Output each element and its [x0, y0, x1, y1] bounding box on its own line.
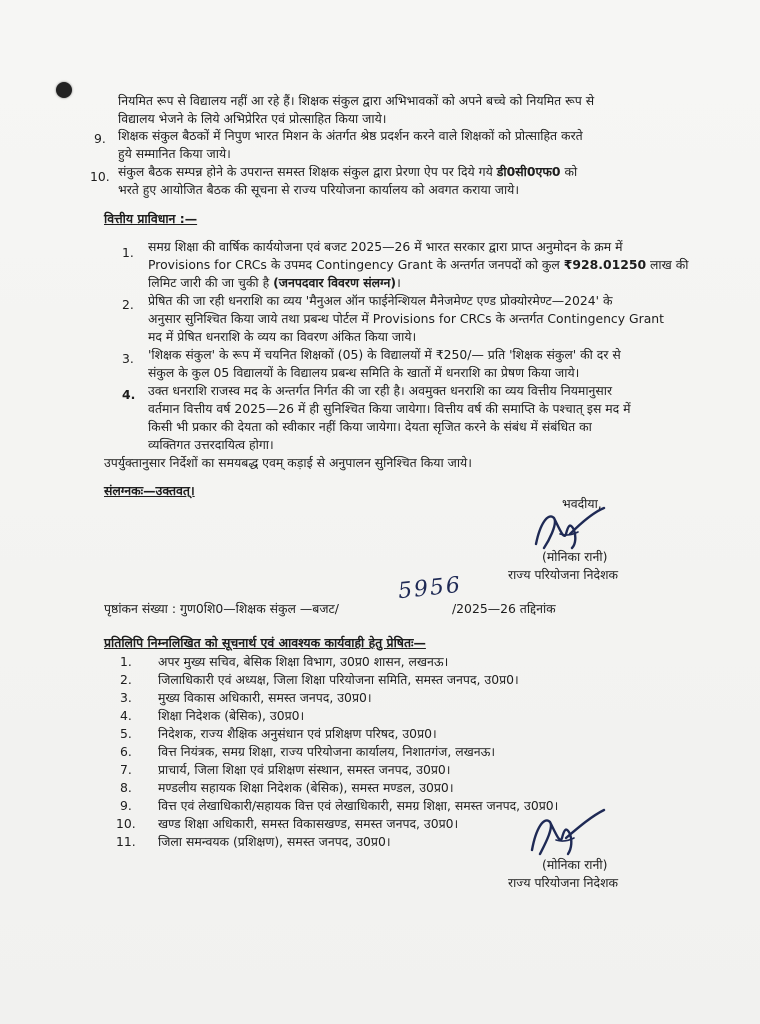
fin-3-line-1: 'शिक्षक संकुल' के रूप में चयनित शिक्षकों (05) के विद्यालयों में ₹250/— प्रति 'शिक्षक संकुल' की दर से: [148, 347, 621, 362]
signature-image: [524, 806, 608, 860]
handwritten-endorsement-number: 5956: [396, 572, 464, 605]
fin-1-unit: लाख की: [646, 257, 689, 272]
list-item: अपर मुख्य सचिव, बेसिक शिक्षा विभाग, उ0प्र0 शासन, लखनऊ।: [158, 654, 449, 669]
list-item: शिक्षा निदेशक (बेसिक), उ0प्र0।: [158, 708, 305, 723]
endorsement-number-prefix: पृष्ठांकन संख्या : गुण0शि0—शिक्षक संकुल —बजट/: [104, 601, 339, 616]
list-item: जिला समन्वयक (प्रशिक्षण), समस्त जनपद, उ0प्र0।: [158, 834, 391, 849]
list-item-number: 2.: [120, 672, 132, 687]
list-item: जिलाधिकारी एवं अध्यक्ष, जिला शिक्षा परियोजना समिति, समस्त जनपद, उ0प्र0।: [158, 672, 519, 687]
point-9-line-2: हुये सम्मानित किया जाये।: [118, 146, 231, 161]
signatory-designation: राज्य परियोजना निदेशक: [508, 567, 619, 582]
item-number: 4.: [122, 387, 136, 402]
total-amount: ₹928.01250: [563, 257, 647, 272]
list-item-number: 5.: [120, 726, 132, 741]
list-item: वित्त एवं लेखाधिकारी/सहायक वित्त एवं लेखाधिकारी, समग्र शिक्षा, समस्त जनपद, उ0प्र0।: [158, 798, 559, 813]
item-number: 1.: [122, 245, 134, 260]
list-item: मण्डलीय सहायक शिक्षा निदेशक (बेसिक), समस्त मण्डल, उ0प्र0।: [158, 780, 454, 795]
point-10-text: संकुल बैठक सम्पन्न होने के उपरान्त समस्त शिक्षक संकुल द्वारा प्रेरणा ऐप पर दिये गये: [118, 164, 497, 179]
copy-heading: प्रतिलिपि निम्नलिखित को सूचनार्थ एवं आवश्यक कार्यवाही हेतु प्रेषितः—: [104, 635, 426, 650]
item-number: 2.: [122, 297, 134, 312]
list-item: प्राचार्य, जिला शिक्षा एवं प्रशिक्षण संस्थान, समस्त जनपद, उ0प्र0।: [158, 762, 451, 777]
fin-1-line-2: [148, 256, 688, 274]
list-item-number: 4.: [120, 708, 132, 723]
item-number: 3.: [122, 351, 134, 366]
point-number: 9.: [94, 131, 106, 146]
fin-4-line-2: वर्तमान वित्तीय वर्ष 2025—26 में ही सुनिश्चित किया जायेगा। वित्तीय वर्ष की समाप्ति के पश्चात् इस मद में: [148, 401, 631, 416]
enclosure-label: संलग्नकः—उक्तवत्।: [104, 483, 195, 498]
list-item-number: 10.: [116, 816, 136, 831]
fin-1-line-3: [148, 274, 401, 292]
list-item: निदेशक, राज्य शैक्षिक अनुसंधान एवं प्रशिक्षण परिषद, उ0प्र0।: [158, 726, 437, 741]
fin-1-end: ।: [396, 275, 401, 290]
signatory-designation: राज्य परियोजना निदेशक: [508, 875, 619, 890]
fin-1-line-1: समग्र शिक्षा की वार्षिक कार्ययोजना एवं बजट 2025—26 में भारत सरकार द्वारा प्राप्त अनुमोदन के क्रम में: [148, 239, 623, 254]
closing-salutation: भवदीया,: [562, 496, 602, 511]
list-item: खण्ड शिक्षा अधिकारी, समस्त विकासखण्ड, समस्त जनपद, उ0प्र0।: [158, 816, 459, 831]
list-item-number: 6.: [120, 744, 132, 759]
point-10-line-2: भरते हुए आयोजित बैठक की सूचना से राज्य परियोजना कार्यालय को अवगत कराया जाये।: [118, 182, 520, 197]
dcf-label: डी0सी0एफ0: [496, 164, 561, 179]
fin-4-line-4: व्यक्तिगत उत्तरदायित्व होगा।: [148, 437, 274, 452]
point-9-line-1: शिक्षक संकुल बैठकों में निपुण भारत मिशन के अंतर्गत श्रेष्ठ प्रदर्शन करने वाले शिक्षकों को प्रोत्साहित करते: [118, 128, 583, 143]
list-item: वित्त नियंत्रक, समग्र शिक्षा, राज्य परियोजना कार्यालय, निशातगंज, लखनऊ।: [158, 744, 496, 759]
point-10-text-end: को: [560, 164, 578, 179]
compliance-line: उपर्युक्तानुसार निर्देशों का समयबद्ध एवम् कड़ाई से अनुपालन सुनिश्चित किया जाये।: [104, 455, 472, 470]
punch-hole-mark: [56, 82, 72, 98]
list-item-number: 1.: [120, 654, 132, 669]
fin-4-line-3: किसी भी प्रकार की देयता को स्वीकार नहीं किया जायेगा। देयता सृजित करने के संबंध में संबंधित का: [148, 419, 592, 434]
fin-2-line-2: अनुसार सुनिश्चित किया जाये तथा प्रबन्ध पोर्टल में Provisions for CRCs के अन्तर्गत Contingency Grant: [148, 311, 665, 326]
list-item-number: 11.: [116, 834, 136, 849]
fin-1-text: Provisions for CRCs के उपमद Contingency Grant के अन्तर्गत जनपदों को कुल: [148, 257, 564, 272]
list-item-number: 8.: [120, 780, 132, 795]
fin-2-line-1: प्रेषित की जा रही धनराशि का व्यय 'मैनुअल ऑन फाईनेन्शियल मैनेजमेण्ट एण्ड प्रोक्योरमेण्ट—2024' के: [148, 293, 613, 308]
signatory-name: (मोनिका रानी): [542, 549, 608, 564]
intro-line-2: विद्यालय भेजने के लिये अभिप्रेरित एवं प्रोत्साहित किया जाये।: [118, 111, 387, 126]
list-item-number: 3.: [120, 690, 132, 705]
fin-1-text: लिमिट जारी की जा चुकी है: [148, 275, 274, 290]
list-item-number: 9.: [120, 798, 132, 813]
fin-4-line-1: उक्त धनराशि राजस्व मद के अन्तर्गत निर्गत की जा रही है। अवमुक्त धनराशि का व्यय वित्तीय नियमानुसार: [148, 383, 613, 398]
fin-2-line-3: मद में प्रेषित धनराशि के व्यय का विवरण अंकित किया जाये।: [148, 329, 417, 344]
signature-image: [530, 504, 608, 554]
point-10-line-1: [118, 163, 577, 181]
signatory-name: (मोनिका रानी): [542, 857, 608, 872]
endorsement-suffix: /2025—26 तद्दिनांक: [452, 601, 556, 616]
enclosure-note: (जनपदवार विवरण संलग्न): [273, 275, 397, 290]
fin-3-line-2: संकुल के कुल 05 विद्यालयों के विद्यालय प्रबन्ध समिति के खातों में धनराशि का प्रेषण किया जाये।: [148, 365, 580, 380]
list-item: मुख्य विकास अधिकारी, समस्त जनपद, उ0प्र0।: [158, 690, 372, 705]
financial-heading: वित्तीय प्राविधान :—: [104, 211, 198, 226]
point-number: 10.: [90, 169, 110, 184]
list-item-number: 7.: [120, 762, 132, 777]
intro-line-1: नियमित रूप से विद्यालय नहीं आ रहे हैं। शिक्षक संकुल द्वारा अभिभावकों को अपने बच्चे को नियमित रूप से: [118, 93, 595, 108]
